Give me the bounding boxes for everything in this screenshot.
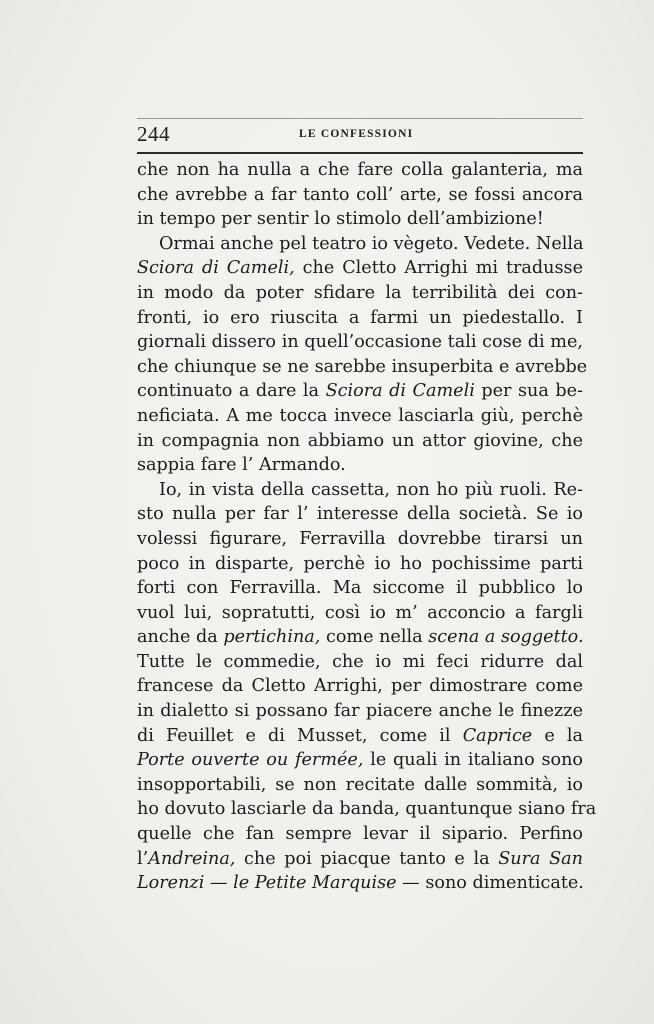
text-line: [137, 355, 588, 380]
text-line: [137, 502, 583, 527]
text-segment: come nella: [320, 627, 429, 648]
header-rule: [137, 152, 583, 154]
text-line: [137, 871, 583, 896]
italic-text: Caprice: [462, 725, 533, 746]
italic-text: Sciora di Cameli: [325, 381, 475, 402]
text-segment: insopportabili, se non recitate dalle sommità, io: [137, 774, 583, 795]
text-segment: in modo da poter sfidare la terribilità dei con-: [137, 282, 583, 303]
text-line: [137, 306, 583, 331]
page-header: [137, 120, 583, 150]
text-line: [137, 183, 583, 208]
text-line: [137, 650, 583, 675]
text-segment: forti con Ferravilla. Ma siccome il pubblico lo: [137, 578, 583, 599]
text-line: [137, 527, 583, 552]
italic-text: Porte ouverte ou fermée,: [137, 750, 364, 771]
text-line: [137, 552, 583, 577]
italic-text: Sura San: [498, 848, 584, 869]
text-line: [137, 699, 583, 724]
italic-text: pertichina,: [223, 627, 321, 648]
text-segment: vuol lui, sopratutti, così io m’ acconcio a fargli: [137, 602, 583, 623]
text-segment: sappia fare l’ Armando.: [137, 455, 346, 476]
text-segment: le quali in italiano sono: [363, 750, 583, 771]
text-line: [137, 576, 583, 601]
text-line: [137, 207, 583, 232]
text-segment: continuato a dare la: [137, 381, 326, 402]
running-title: LE CONFESSIONI: [299, 128, 414, 140]
text-segment: per sua be-: [474, 381, 583, 402]
text-line: [137, 847, 583, 872]
text-line: [137, 674, 583, 699]
text-segment: — sono dimenticate.: [396, 873, 584, 894]
text-segment: ho dovuto lasciarle da banda, quantunque siano fra: [137, 799, 597, 820]
text-segment: che chiunque se ne sarebbe insuperbita e avrebbe: [137, 356, 588, 377]
text-segment: Io, in vista della cassetta, non ho più ruoli. Re-: [159, 479, 583, 500]
text-line: [137, 797, 597, 822]
text-line: [137, 379, 583, 404]
text-segment: volessi figurare, Ferravilla dovrebbe tirarsi un: [137, 528, 583, 549]
body-text: [137, 158, 597, 896]
text-segment: che poi piacque tanto e la: [235, 848, 499, 869]
text-segment: in tempo per sentir lo stimolo dell’ambizione!: [137, 209, 544, 230]
text-line: [137, 256, 583, 281]
text-line: [137, 453, 583, 478]
italic-text: Andreina,: [148, 848, 236, 869]
text-line: [137, 822, 583, 847]
text-segment: fronti, io ero riuscita a farmi un piedestallo. I: [137, 307, 583, 328]
text-segment: in dialetto si possano far piacere anche le finezze: [137, 701, 583, 722]
page-number: 244: [137, 122, 170, 146]
text-segment: neficiata. A me tocca invece lasciarla giù, perchè: [137, 405, 583, 426]
text-segment: che Cletto Arrighi mi tradusse: [294, 258, 583, 279]
text-segment: di Feuillet e di Musset, come il: [137, 725, 463, 746]
text-segment: che avrebbe a far tanto coll’ arte, se fossi ancora: [137, 184, 583, 205]
text-segment: quelle che fan sempre levar il sipario. Perfino: [137, 824, 583, 845]
text-line: [137, 330, 583, 355]
text-segment: l’: [137, 848, 149, 869]
text-segment: giornali dissero in quell’occasione tali cose di me,: [137, 332, 583, 353]
text-segment: e la: [532, 725, 583, 746]
text-segment: Tutte le commedie, che io mi feci ridurre dal: [137, 651, 583, 672]
text-segment: anche da: [137, 627, 224, 648]
text-line: [137, 232, 583, 257]
italic-text: Lorenzi — le Petite Marquise: [137, 873, 397, 894]
text-segment: Ormai anche pel teatro io vègeto. Vedete. Nella: [159, 233, 584, 254]
header-thin-rule: [137, 118, 583, 119]
text-line: [137, 404, 583, 429]
text-segment: sto nulla per far l’ interesse della società. Se io: [137, 504, 583, 525]
text-line: [137, 158, 583, 183]
text-segment: poco in disparte, perchè io ho pochissime parti: [137, 553, 583, 574]
text-line: [137, 625, 583, 650]
text-line: [137, 601, 583, 626]
text-segment: in compagnia non abbiamo un attor giovine, che: [137, 430, 583, 451]
italic-text: Sciora di Cameli,: [137, 258, 295, 279]
text-line: [137, 748, 583, 773]
text-segment: che non ha nulla a che fare colla galanteria, ma: [137, 160, 583, 180]
text-line: [137, 429, 583, 454]
text-segment: francese da Cletto Arrighi, per dimostrare come: [137, 676, 583, 697]
italic-text: scena a soggetto.: [428, 627, 584, 648]
text-line: [137, 281, 583, 306]
text-line: [137, 773, 583, 798]
text-line: [137, 478, 583, 503]
text-line: [137, 724, 583, 749]
